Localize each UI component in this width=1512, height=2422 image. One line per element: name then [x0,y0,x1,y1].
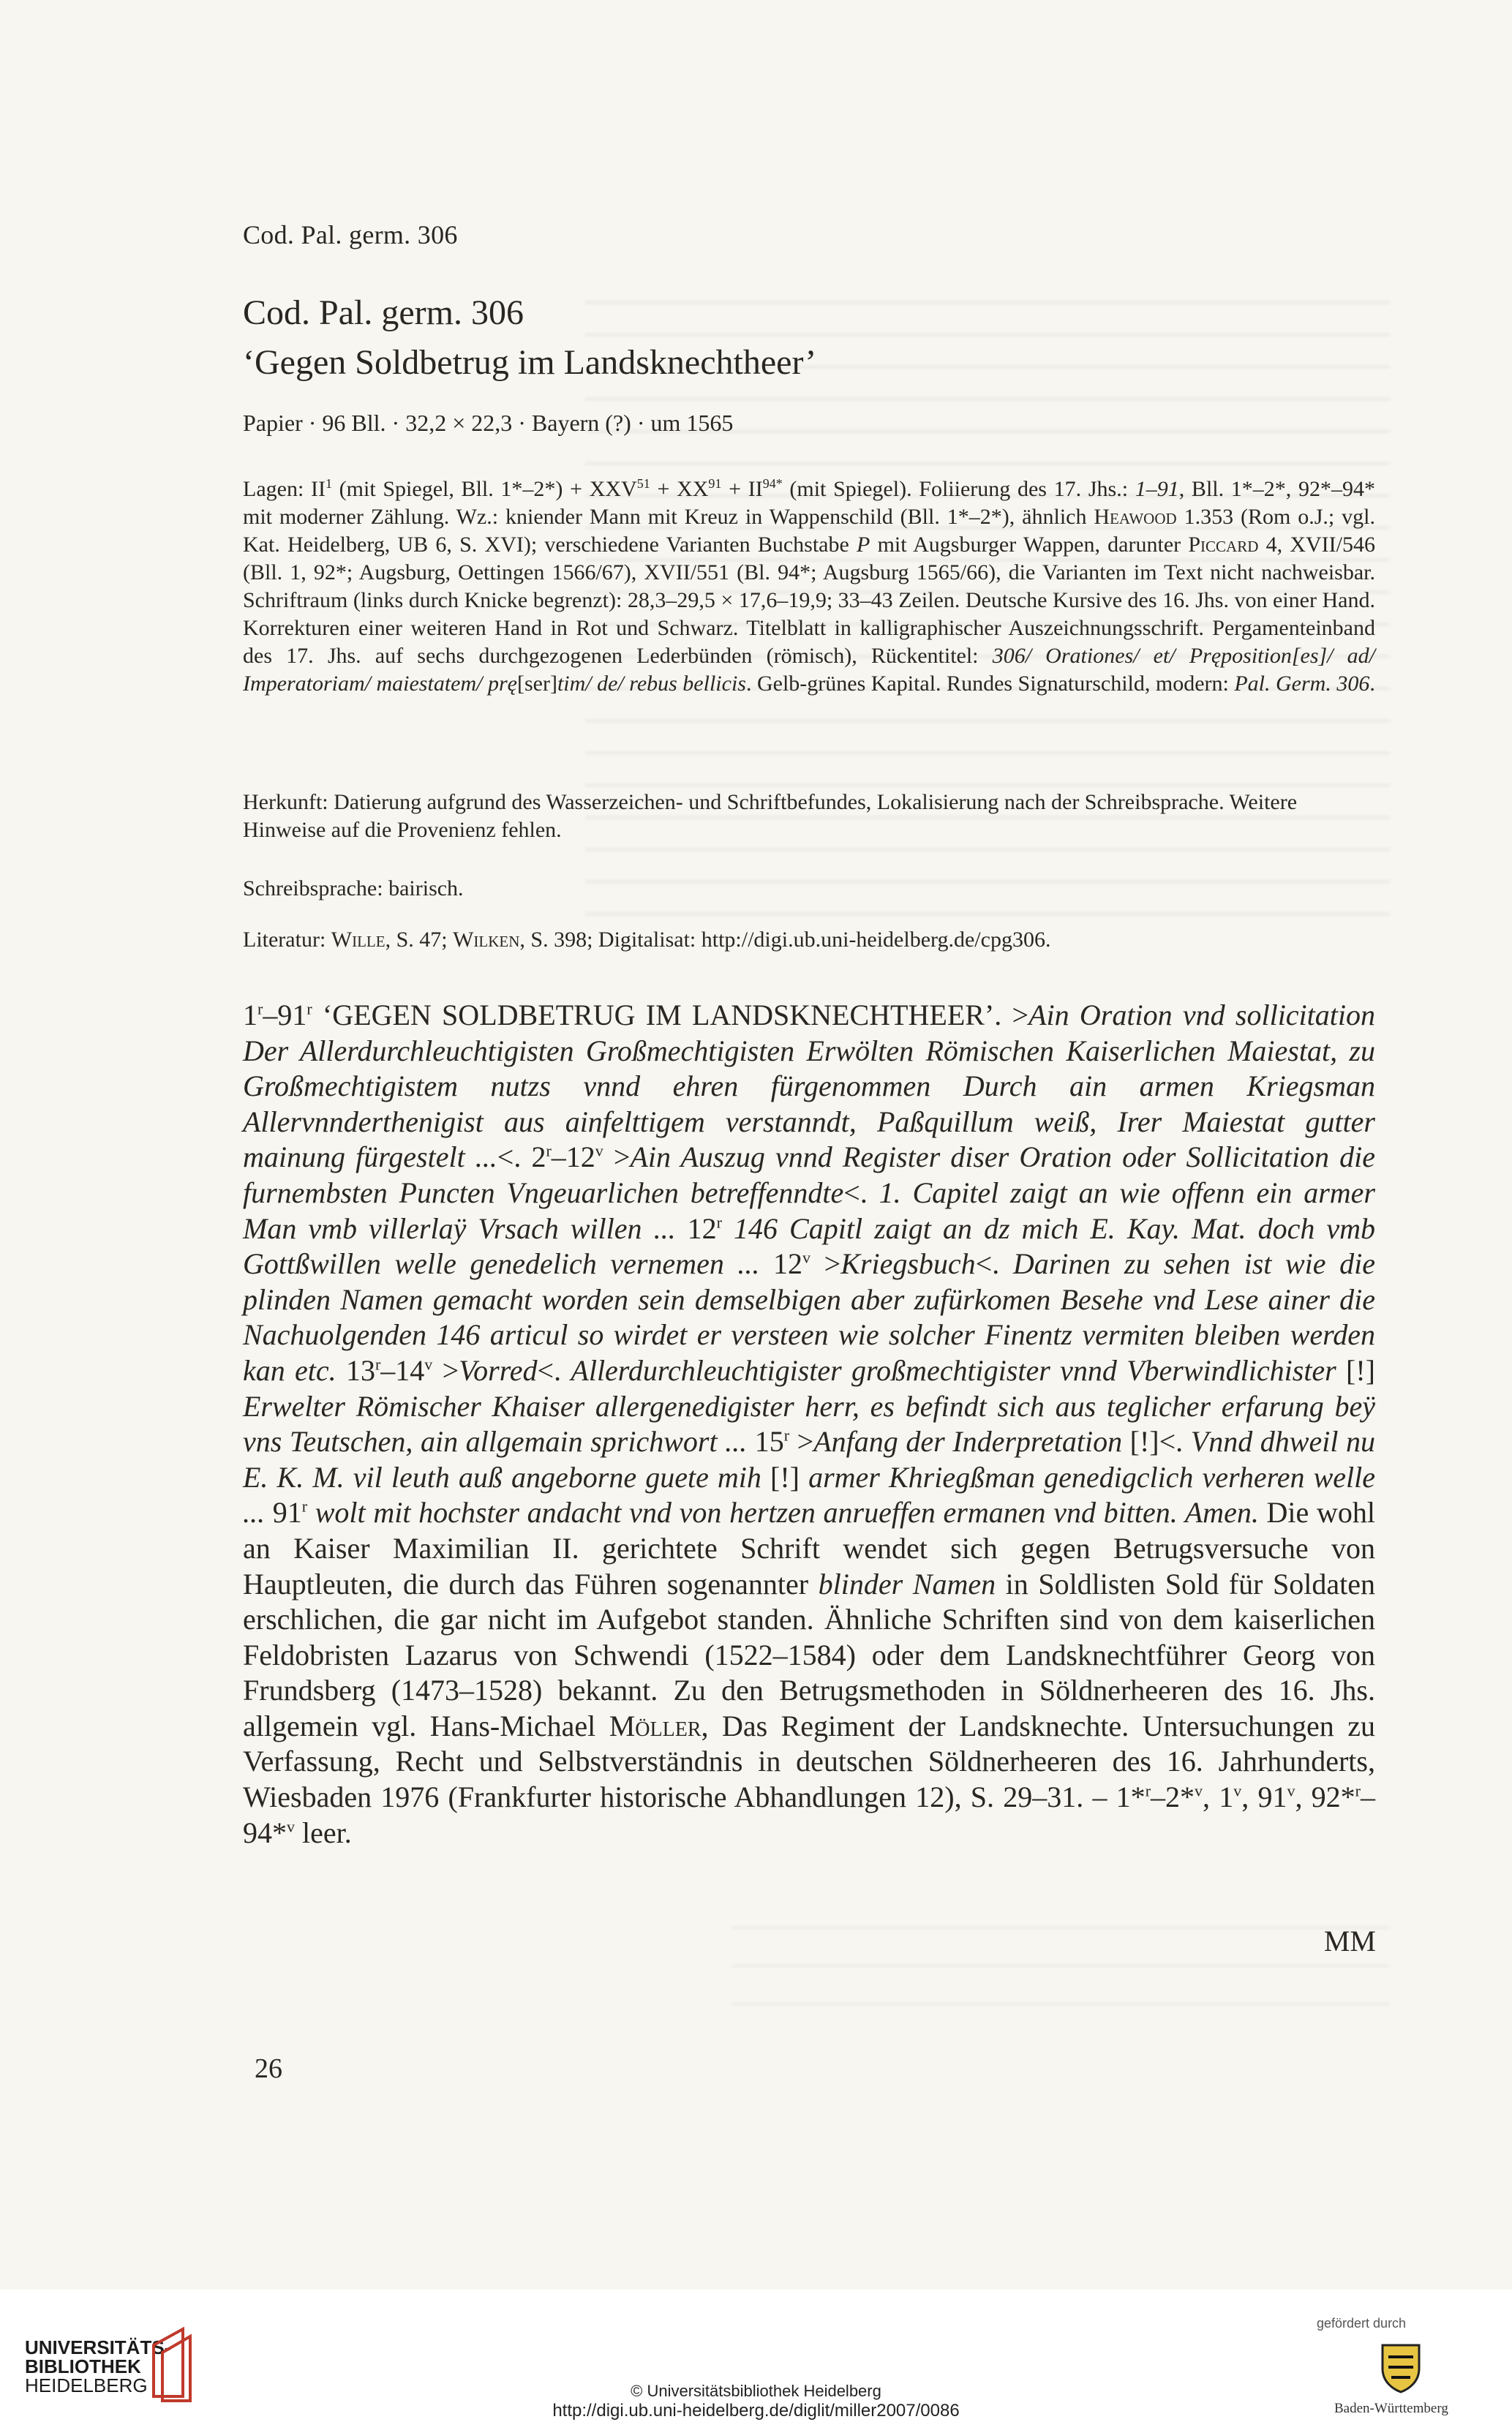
physical-description: Lagen: $II^1$ (mit Spiegel, Bll. $1*-2*) + XXV^{51} + XX^{91} + II^{94*}$ (mit Spiegel). Foliierung des 17. Jhs.: 1–91, Bll. 1*–2*, 92*–94* mit moderner Zählung. Wz.: kniender Mann mit Kreuz in Wappenschild (Bll. 1*–2*), ähnlich Heawood 1.353 (Rom o.J.; vgl. Kat. Heidelberg, UB 6, S. XVI); verschiedene Varianten Buchstabe P mit Augsburger Wappen, darunter Piccard 4, XVII/546 (Bll. 1, 92*; Augsburg, Oettingen 1566/67), XVII/551 (Bl. 94*; Augsburg 1565/66), die Varianten im Text nicht nachweisbar. Schriftraum (links durch Knicke begrenzt): 28,3–29,5 × 17,6–19,9; 33–43 Zeilen. Deutsche Kursive des 16. Jhs. von einer Hand. Korrekturen einer weiteren Hand in Rot und Schwarz. Titelblatt in kalligraphischer Auszeichnungsschrift. Pergamenteinband des 17. Jhs. auf sechs durchgezogenen Lederbünden (römisch), Rückentitel: 306/ Orationes/ et/ Pręposition[es]/ ad/ Imperatoriam/ maiestatem/ prę[ser]tim/ de/ rebus bellicis. Gelb-grünes Kapital. Rundes Signaturschild, modern: Pal. Germ. 306. [243,476,1376,696]
running-head: Cod. Pal. germ. 306 [243,220,458,249]
entry-subtitle: ‘Gegen Soldbetrug im Landsknechtheer’ [243,343,817,382]
content-description: 1$^r$–91$^r$ ‘GEGEN SOLDBETRUG IM LANDSKNECHTHEER’. >Ain Oration vnd sollicitation Der Allerdurchleuchtigisten Großmechtigisten Erwölten Römischen Kaiserlichen Maiestat, zu Großmechtigistem nutzs vnnd ehren fürgenommen Durch ain armen Kriegsman Allervnnderthenigist aus ainfelttigem verstanndt, Paßquillum weiß, Irer Maiestat gutter mainung fürgestelt ...<. $2^r-12^v >Ain$ Auszug vnnd Register diser Oration oder Sollicitation die furnembsten Puncten Vngeuarlichen betreffenndte<. 1. Capitel zaigt an wie offenn ein armer Man vmb villerlaÿ Vrsach willen ... 12$^r$ 146 Capitl zaigt an dz mich E. Kay. Mat. doch vmb Gottßwillen welle genedelich vernemen ... $12^v$ >Kriegsbuch<. Darinen zu sehen ist wie die plinden Namen gemacht worden sein demselbigen aber zufürkomen Besehe vnd Lese ainer die Nachuolgenden 146 articul so wirdet er versteen wie solcher Finentz vermiten bleiben werden kan etc. $13^r-14^v$ >Vorred<. Allerdurchleuchtigister großmechtigister vnnd Vberwindlichister [!] Erwelter Römischer Khaiser allergenedigister herr, es befindt sich aus teglicher erfarung beÿ vns Teutschen, ain allgemain sprichwort ... $15^r$ >Anfang der Inderpretation [!]<. Vnnd dhweil nu E. K. M. vil leuth auß angeborne guete mih [!] armer Khriegßman genedigclich verheren welle ... 91$^r$ wolt mit hochster andacht vnd von hertzen anrueffen ermanen vnd bitten. Amen. Die wohl an Kaiser Maximilian II. gerichtete Schrift wendet sich gegen Betrugsversuche von Hauptleuten, die durch das Führen sogenannter blinder Namen in Soldlisten Sold für Soldaten erschlichen, die gar nicht im Aufgebot standen. Ähnliche Schriften sind von dem kaiserlichen Feldobristen Lazarus von Schwendi (1522–1584) oder dem Landsknechtführer Georg von Frundsberg (1473–1528) bekannt. Zu den Betrugsmethoden in Söldnerheeren des 16. Jhs. allgemein vgl. Hans-Michael Möller, Das Regiment der Landsknechte. Untersuchungen zu Verfassung, Recht und Selbstverständnis in deutschen Söldnerheeren des 16. Jahrhunderts, Wiesbaden 1976 (Frankfurter historische Abhandlungen 12), S. 29–31. – 1*$^r$–2*$^v$, 1$^v$, 91$^v$, 92*$^r$–94*$^v$ leer. [243,998,1376,1849]
copyright-notice: © Universitätsbibliothek Heidelberg [631,2382,881,2400]
script-language: Schreibsprache: bairisch. [243,876,464,900]
library-name-line2: BIBLIOTHEK [25,2355,141,2377]
entry-meta: Papier · 96 Bll. · 32,2 × 22,3 · Bayern (?) · um 1565 [243,410,734,436]
library-name-line1: UNIVERSITÄTS- [25,2336,171,2358]
literature: Literatur: Wille, S. 47; Wilken, S. 398; Digitalisat: http://digi.ub.uni-heidelberg.de/cpg306. [243,928,1051,952]
page-number: 26 [255,2053,282,2084]
entry-title: Cod. Pal. germ. 306 [243,293,524,332]
provenance: Herkunft: Datierung aufgrund des Wasserzeichen- und Schriftbefundes, Lokalisierung nach der Schreibsprache. Weitere Hinweise auf die Provenienz fehlen. [243,790,1298,842]
coat-of-arms-icon [1375,2341,1426,2393]
library-name-line3: HEIDELBERG [25,2374,148,2396]
state-label: Baden-Württemberg [1334,2401,1448,2416]
bleed-through [731,1902,1390,2019]
author-initials: MM [1323,1925,1376,1957]
funding-label: gefördert durch [1317,2316,1407,2331]
permalink[interactable]: http://digi.ub.uni-heidelberg.de/diglit/miller2007/0086 [552,2401,960,2421]
